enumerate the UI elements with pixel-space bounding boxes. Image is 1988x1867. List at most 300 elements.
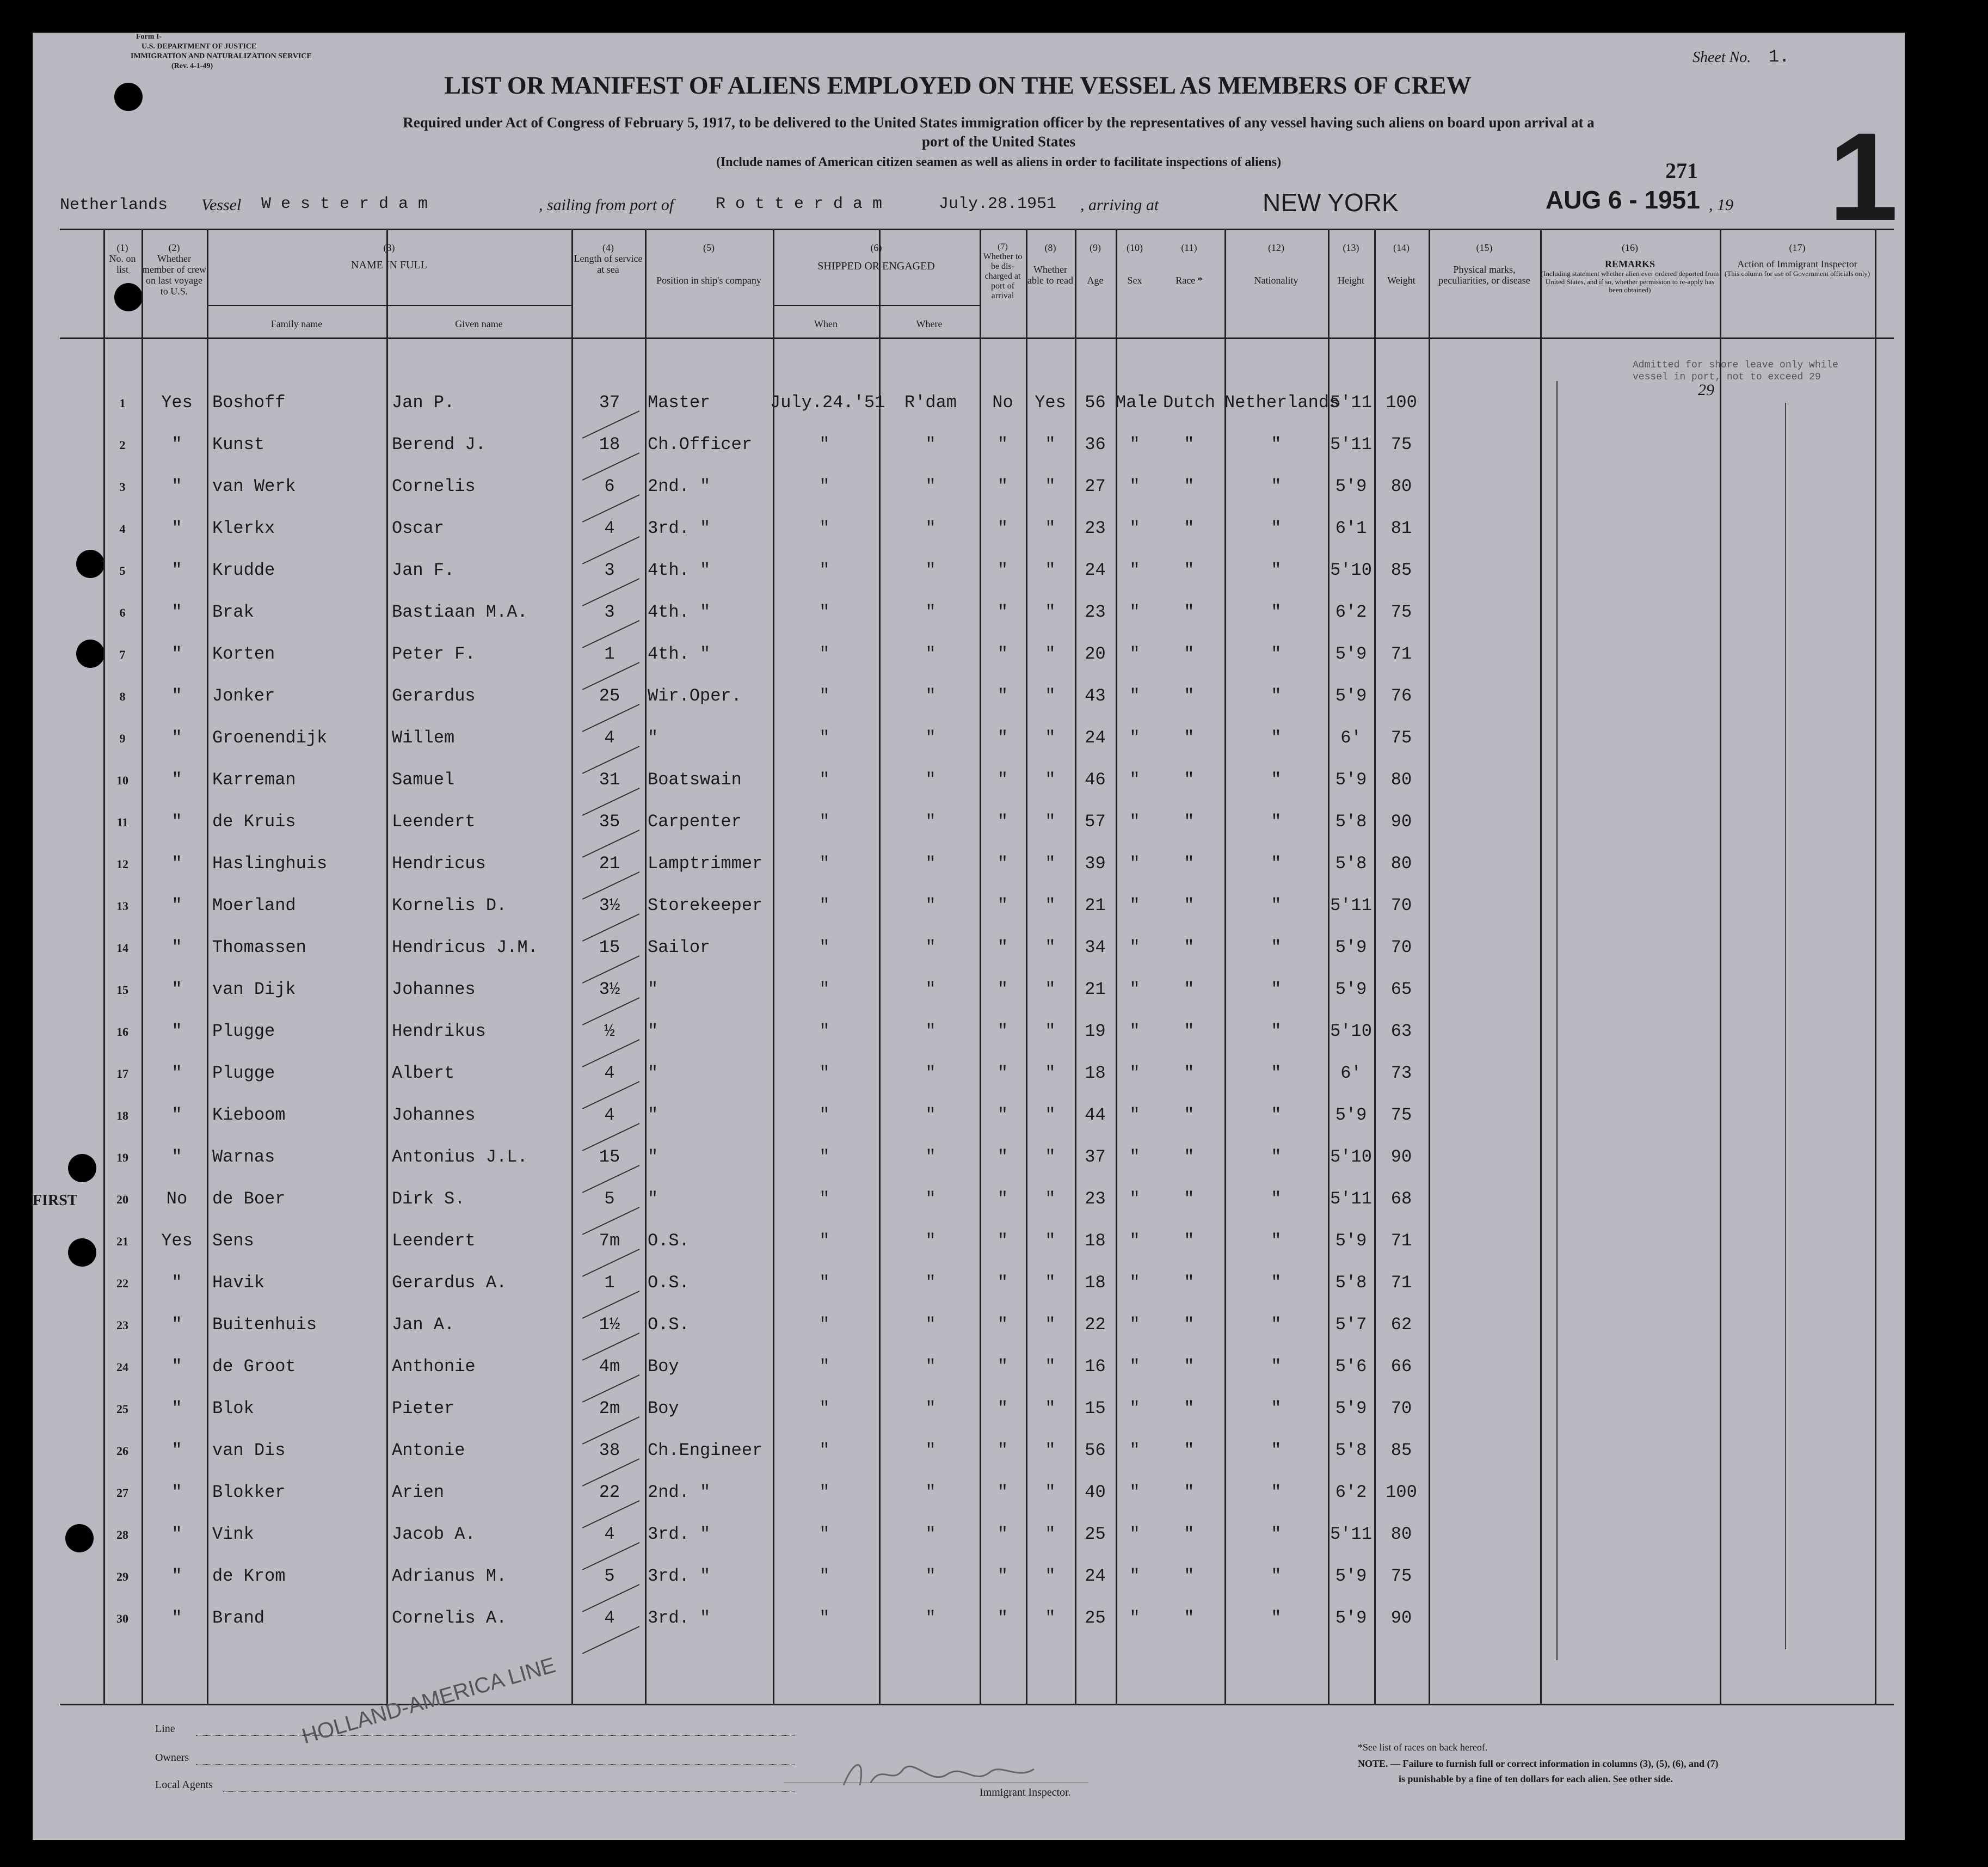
cell-family: Boshoff bbox=[212, 392, 286, 413]
cell-prev: " bbox=[171, 1063, 182, 1083]
service-tick bbox=[582, 1543, 639, 1570]
cell-weight: 80 bbox=[1390, 853, 1412, 874]
cell-prev: " bbox=[171, 476, 182, 496]
cell-service: 37 bbox=[599, 392, 620, 413]
service-tick bbox=[582, 956, 639, 983]
cell-when: " bbox=[819, 686, 830, 706]
cell-position: " bbox=[648, 1063, 658, 1083]
cell-nat: " bbox=[1271, 476, 1282, 496]
cell-given: Berend J. bbox=[392, 434, 486, 455]
punch-hole bbox=[76, 550, 104, 578]
cell-weight: 100 bbox=[1386, 392, 1417, 413]
row-number: 17 bbox=[116, 1067, 128, 1080]
cell-service: 4 bbox=[604, 518, 615, 538]
cell-prev: " bbox=[171, 937, 182, 957]
cell-given: Bastiaan M.A. bbox=[392, 602, 528, 622]
service-tick bbox=[582, 1040, 639, 1067]
cell-family: Jonker bbox=[212, 686, 275, 706]
row-number: 20 bbox=[116, 1193, 128, 1206]
cell-when: " bbox=[819, 560, 830, 580]
cell-position: " bbox=[648, 1189, 658, 1209]
cell-when: " bbox=[819, 1105, 830, 1125]
cell-race: " bbox=[1184, 1105, 1195, 1125]
cell-family: Thomassen bbox=[212, 937, 306, 957]
cell-read: " bbox=[1045, 644, 1056, 664]
cell-age: 44 bbox=[1085, 1105, 1106, 1125]
cell-weight: 100 bbox=[1386, 1482, 1417, 1502]
cell-height: 5'9 bbox=[1335, 937, 1367, 957]
cell-race: " bbox=[1184, 644, 1195, 664]
cell-given: Hendricus bbox=[392, 853, 486, 874]
cell-prev: " bbox=[171, 560, 182, 580]
cell-disch: " bbox=[997, 728, 1008, 748]
cell-service: 4 bbox=[604, 1608, 615, 1628]
stamp-number: 271 bbox=[1665, 158, 1698, 183]
punch-hole bbox=[68, 1238, 96, 1267]
remarks-number: 29 bbox=[1698, 381, 1714, 399]
cell-family: Krudde bbox=[212, 560, 275, 580]
cell-height: 5'11 bbox=[1330, 392, 1372, 413]
cell-race: " bbox=[1184, 1608, 1195, 1628]
row-number: 22 bbox=[116, 1276, 128, 1290]
flag-country: Netherlands bbox=[60, 196, 168, 214]
col-16-header: (16) REMARKS (Including statement whether alien ever ordered deported from United States, and if so, whether permission to re-apply has been obtained) bbox=[1541, 242, 1719, 294]
cell-where: " bbox=[925, 1063, 936, 1083]
cell-prev: " bbox=[171, 895, 182, 916]
cell-race: " bbox=[1184, 476, 1195, 496]
cell-weight: 80 bbox=[1390, 770, 1412, 790]
cell-age: 43 bbox=[1085, 686, 1106, 706]
cell-sex: " bbox=[1129, 1398, 1140, 1418]
service-tick bbox=[582, 453, 639, 480]
cell-family: Korten bbox=[212, 644, 275, 664]
cell-when: " bbox=[819, 476, 830, 496]
cell-nat: " bbox=[1271, 1063, 1282, 1083]
cell-nat: " bbox=[1271, 1231, 1282, 1251]
arrival-date: AUG 6 - 1951 bbox=[1546, 186, 1700, 214]
cell-weight: 75 bbox=[1390, 602, 1412, 622]
cell-position: " bbox=[648, 728, 658, 748]
cell-when: July.24.'51 bbox=[770, 392, 885, 413]
cell-family: van Dis bbox=[212, 1440, 286, 1460]
cell-service: 4 bbox=[604, 1063, 615, 1083]
cell-nat: " bbox=[1271, 518, 1282, 538]
owners-label: Owners bbox=[155, 1752, 189, 1764]
cell-family: Vink bbox=[212, 1524, 254, 1544]
cell-race: Dutch bbox=[1162, 392, 1215, 413]
department-name: U.S. DEPARTMENT OF JUSTICE bbox=[141, 42, 257, 51]
cell-prev: " bbox=[171, 644, 182, 664]
cell-position: Ch.Officer bbox=[648, 434, 753, 455]
cell-service: 6 bbox=[604, 476, 615, 496]
cell-service: 4m bbox=[599, 1356, 620, 1377]
cell-when: " bbox=[819, 895, 830, 916]
cell-sex: " bbox=[1129, 1021, 1140, 1041]
cell-given: Hendricus J.M. bbox=[392, 937, 538, 957]
cell-read: " bbox=[1045, 1021, 1056, 1041]
cell-position: Wir.Oper. bbox=[648, 686, 742, 706]
cell-age: 24 bbox=[1085, 728, 1106, 748]
cell-prev: " bbox=[171, 728, 182, 748]
cell-where: " bbox=[925, 979, 936, 999]
cell-height: 5'8 bbox=[1335, 1273, 1367, 1293]
cell-prev: " bbox=[171, 1482, 182, 1502]
cell-nat: " bbox=[1271, 1189, 1282, 1209]
table-top-border bbox=[60, 229, 1894, 230]
cell-sex: " bbox=[1129, 602, 1140, 622]
service-tick bbox=[582, 1291, 639, 1318]
cell-family: Sens bbox=[212, 1231, 254, 1251]
cell-where: " bbox=[925, 937, 936, 957]
cell-disch: " bbox=[997, 1021, 1008, 1041]
row-number: 12 bbox=[116, 857, 128, 871]
service-tick bbox=[582, 1207, 639, 1235]
cell-weight: 81 bbox=[1390, 518, 1412, 538]
cell-height: 6'1 bbox=[1335, 518, 1367, 538]
cell-family: Blok bbox=[212, 1398, 254, 1418]
cell-nat: " bbox=[1271, 853, 1282, 874]
cell-sex: " bbox=[1129, 895, 1140, 916]
cell-age: 37 bbox=[1085, 1147, 1106, 1167]
cell-read: " bbox=[1045, 1063, 1056, 1083]
cell-race: " bbox=[1184, 1273, 1195, 1293]
cell-family: de Krom bbox=[212, 1566, 286, 1586]
row-number: 9 bbox=[119, 732, 126, 745]
cell-read: Yes bbox=[1035, 392, 1066, 413]
sheet-label: Sheet No. bbox=[1692, 49, 1751, 66]
cell-where: " bbox=[925, 1440, 936, 1460]
cell-race: " bbox=[1184, 560, 1195, 580]
cell-disch: " bbox=[997, 812, 1008, 832]
cell-prev: " bbox=[171, 1398, 182, 1418]
cell-prev: " bbox=[171, 1524, 182, 1544]
cell-service: 22 bbox=[599, 1482, 620, 1502]
cell-read: " bbox=[1045, 1105, 1056, 1125]
cell-given: Johannes bbox=[392, 979, 476, 999]
cell-given: Jan A. bbox=[392, 1315, 455, 1335]
service-tick bbox=[582, 662, 639, 690]
cell-race: " bbox=[1184, 979, 1195, 999]
cell-race: " bbox=[1184, 1231, 1195, 1251]
cell-read: " bbox=[1045, 895, 1056, 916]
row-number: 19 bbox=[116, 1151, 128, 1164]
col-10-header: (10) Sex bbox=[1127, 242, 1143, 286]
cell-position: " bbox=[648, 1105, 658, 1125]
cell-when: " bbox=[819, 1566, 830, 1586]
cell-given: Gerardus bbox=[392, 686, 476, 706]
cell-age: 18 bbox=[1085, 1273, 1106, 1293]
cell-sex: " bbox=[1129, 1273, 1140, 1293]
remarks-bracket-line bbox=[1556, 381, 1558, 1660]
cell-disch: " bbox=[997, 434, 1008, 455]
cell-where: " bbox=[925, 1566, 936, 1586]
cell-age: 15 bbox=[1085, 1398, 1106, 1418]
row-number: 23 bbox=[116, 1318, 128, 1332]
cell-nat: " bbox=[1271, 812, 1282, 832]
cell-age: 21 bbox=[1085, 979, 1106, 999]
cell-read: " bbox=[1045, 434, 1056, 455]
cell-when: " bbox=[819, 1356, 830, 1377]
cell-sex: " bbox=[1129, 1608, 1140, 1628]
cell-nat: " bbox=[1271, 1566, 1282, 1586]
cell-prev: " bbox=[171, 518, 182, 538]
cell-service: 1 bbox=[604, 644, 615, 664]
service-tick bbox=[582, 788, 639, 815]
form-instruction: (Include names of American citizen seamen as well as aliens in order to facilitate inspections of aliens) bbox=[716, 155, 1282, 169]
cell-read: " bbox=[1045, 1147, 1056, 1167]
cell-disch: " bbox=[997, 770, 1008, 790]
cell-height: 6' bbox=[1340, 1063, 1362, 1083]
cell-when: " bbox=[819, 770, 830, 790]
cell-height: 5'8 bbox=[1335, 812, 1367, 832]
cell-given: Hendrikus bbox=[392, 1021, 486, 1041]
cell-read: " bbox=[1045, 476, 1056, 496]
cell-family: Warnas bbox=[212, 1147, 275, 1167]
cell-nat: " bbox=[1271, 686, 1282, 706]
cell-family: Havik bbox=[212, 1273, 265, 1293]
cell-race: " bbox=[1184, 1440, 1195, 1460]
row-number: 8 bbox=[119, 690, 126, 703]
cell-read: " bbox=[1045, 1315, 1056, 1335]
cell-weight: 75 bbox=[1390, 1566, 1412, 1586]
cell-nat: " bbox=[1271, 1147, 1282, 1167]
cell-given: Antonie bbox=[392, 1440, 465, 1460]
cell-service: 3½ bbox=[599, 979, 620, 999]
vessel-name: W e s t e r d a m bbox=[261, 195, 428, 213]
row-number: 21 bbox=[116, 1235, 128, 1248]
when-header: When bbox=[814, 318, 838, 329]
cell-read: " bbox=[1045, 560, 1056, 580]
cell-where: " bbox=[925, 1524, 936, 1544]
manifest-page bbox=[33, 33, 1905, 1840]
row-number: 1 bbox=[119, 396, 126, 410]
cell-when: " bbox=[819, 1608, 830, 1628]
cell-age: 18 bbox=[1085, 1231, 1106, 1251]
cell-service: 3 bbox=[604, 602, 615, 622]
departure-date: July.28.1951 bbox=[939, 195, 1057, 213]
cell-family: Brak bbox=[212, 602, 254, 622]
cell-weight: 70 bbox=[1390, 1398, 1412, 1418]
cell-position: Storekeeper bbox=[648, 895, 763, 916]
cell-sex: " bbox=[1129, 476, 1140, 496]
cell-weight: 90 bbox=[1390, 1608, 1412, 1628]
cell-when: " bbox=[819, 434, 830, 455]
cell-age: 21 bbox=[1085, 895, 1106, 916]
cell-where: " bbox=[925, 1105, 936, 1125]
cell-nat: " bbox=[1271, 770, 1282, 790]
col-12-header: (12) Nationality bbox=[1254, 242, 1298, 286]
cell-weight: 70 bbox=[1390, 937, 1412, 957]
cell-where: " bbox=[925, 895, 936, 916]
remarks-row-1: Admitted for shore leave only while vessel in port, not to exceed 29 bbox=[1633, 360, 1839, 383]
cell-given: Arien bbox=[392, 1482, 445, 1502]
cell-race: " bbox=[1184, 434, 1195, 455]
service-tick bbox=[582, 1333, 639, 1360]
races-note: *See list of races on back hereof. bbox=[1358, 1742, 1488, 1753]
cell-position: 3rd. " bbox=[648, 1566, 711, 1586]
cell-service: 1 bbox=[604, 1273, 615, 1293]
cell-nat: " bbox=[1271, 560, 1282, 580]
cell-race: " bbox=[1184, 686, 1195, 706]
cell-race: " bbox=[1184, 518, 1195, 538]
row-number: 6 bbox=[119, 606, 126, 619]
cell-read: " bbox=[1045, 728, 1056, 748]
service-tick-marks bbox=[571, 337, 648, 1704]
cell-prev: " bbox=[171, 812, 182, 832]
cell-age: 56 bbox=[1085, 1440, 1106, 1460]
cell-height: 5'11 bbox=[1330, 1524, 1372, 1544]
cell-sex: " bbox=[1129, 1147, 1140, 1167]
cell-prev: " bbox=[171, 686, 182, 706]
cell-weight: 73 bbox=[1390, 1063, 1412, 1083]
cell-sex: " bbox=[1129, 1315, 1140, 1335]
cell-where: " bbox=[925, 1482, 936, 1502]
cell-position: 2nd. " bbox=[648, 1482, 711, 1502]
cell-position: 3rd. " bbox=[648, 1524, 711, 1544]
row-number: 26 bbox=[116, 1444, 128, 1458]
cell-given: Anthonie bbox=[392, 1356, 476, 1377]
cell-height: 5'10 bbox=[1330, 560, 1372, 580]
cell-weight: 90 bbox=[1390, 1147, 1412, 1167]
cell-when: " bbox=[819, 602, 830, 622]
agents-field bbox=[223, 1791, 795, 1792]
cell-family: Blokker bbox=[212, 1482, 286, 1502]
row-number: 11 bbox=[116, 815, 128, 829]
cell-family: Plugge bbox=[212, 1021, 275, 1041]
cell-age: 57 bbox=[1085, 812, 1106, 832]
cell-sex: " bbox=[1129, 770, 1140, 790]
cell-when: " bbox=[819, 1482, 830, 1502]
cell-disch: " bbox=[997, 1398, 1008, 1418]
cell-family: Haslinghuis bbox=[212, 853, 328, 874]
cell-sex: " bbox=[1129, 1482, 1140, 1502]
cell-race: " bbox=[1184, 1482, 1195, 1502]
cell-given: Samuel bbox=[392, 770, 455, 790]
service-tick bbox=[582, 1123, 639, 1151]
cell-family: Plugge bbox=[212, 1063, 275, 1083]
line-field bbox=[196, 1735, 795, 1736]
cell-race: " bbox=[1184, 1315, 1195, 1335]
cell-family: Groenendijk bbox=[212, 728, 328, 748]
cell-family: de Groot bbox=[212, 1356, 296, 1377]
cell-service: 21 bbox=[599, 853, 620, 874]
owners-field bbox=[196, 1764, 795, 1765]
cell-when: " bbox=[819, 1398, 830, 1418]
row-number: 10 bbox=[116, 773, 128, 787]
cell-sex: " bbox=[1129, 1566, 1140, 1586]
cell-service: 7m bbox=[599, 1231, 620, 1251]
service-tick bbox=[582, 830, 639, 857]
cell-disch: " bbox=[997, 1524, 1008, 1544]
cell-family: Kieboom bbox=[212, 1105, 286, 1125]
first-marker: FIRST bbox=[33, 1192, 78, 1209]
cell-given: Leendert bbox=[392, 1231, 476, 1251]
cell-prev: " bbox=[171, 1356, 182, 1377]
cell-sex: " bbox=[1129, 518, 1140, 538]
cell-prev: " bbox=[171, 1273, 182, 1293]
cell-read: " bbox=[1045, 1566, 1056, 1586]
cell-where: " bbox=[925, 686, 936, 706]
service-tick bbox=[582, 621, 639, 648]
cell-position: Master bbox=[648, 392, 711, 413]
cell-service: 2m bbox=[599, 1398, 620, 1418]
cell-age: 34 bbox=[1085, 937, 1106, 957]
cell-age: 25 bbox=[1085, 1608, 1106, 1628]
vessel-label: Vessel bbox=[201, 196, 242, 214]
cell-service: 4 bbox=[604, 1524, 615, 1544]
cell-read: " bbox=[1045, 518, 1056, 538]
cell-read: " bbox=[1045, 770, 1056, 790]
cell-height: 5'11 bbox=[1330, 1189, 1372, 1209]
row-number: 2 bbox=[119, 438, 126, 452]
cell-where: " bbox=[925, 1021, 936, 1041]
inspector-label: Immigrant Inspector. bbox=[980, 1786, 1071, 1798]
form-title: LIST OR MANIFEST OF ALIENS EMPLOYED ON THE VESSEL AS MEMBERS OF CREW bbox=[444, 71, 1472, 99]
cell-given: Jacob A. bbox=[392, 1524, 476, 1544]
cell-height: 6'2 bbox=[1335, 1482, 1367, 1502]
cell-disch: " bbox=[997, 979, 1008, 999]
cell-position: Sailor bbox=[648, 937, 711, 957]
cell-when: " bbox=[819, 1063, 830, 1083]
cell-given: Kornelis D. bbox=[392, 895, 507, 916]
cell-prev: Yes bbox=[161, 392, 193, 413]
cell-prev: " bbox=[171, 1315, 182, 1335]
family-name-header: Family name bbox=[270, 318, 323, 329]
cell-family: Karreman bbox=[212, 770, 296, 790]
row-number: 18 bbox=[116, 1109, 128, 1122]
cell-service: 31 bbox=[599, 770, 620, 790]
cell-read: " bbox=[1045, 1524, 1056, 1544]
service-tick bbox=[582, 998, 639, 1025]
row-number: 5 bbox=[119, 564, 126, 578]
cell-where: " bbox=[925, 1398, 936, 1418]
cell-weight: 66 bbox=[1390, 1356, 1412, 1377]
form-subtitle-2: port of the United States bbox=[922, 133, 1075, 150]
cell-age: 36 bbox=[1085, 434, 1106, 455]
cell-height: 5'9 bbox=[1335, 1105, 1367, 1125]
cell-position: Carpenter bbox=[648, 812, 742, 832]
col-8-header: (8) Whether able to read bbox=[1027, 242, 1073, 286]
row-number: 4 bbox=[119, 522, 126, 536]
cell-where: " bbox=[925, 476, 936, 496]
row-number: 27 bbox=[116, 1486, 128, 1500]
cell-given: Jan F. bbox=[392, 560, 455, 580]
cell-age: 22 bbox=[1085, 1315, 1106, 1335]
cell-when: " bbox=[819, 937, 830, 957]
cell-weight: 75 bbox=[1390, 1105, 1412, 1125]
cell-nat: " bbox=[1271, 1273, 1282, 1293]
cell-height: 5'9 bbox=[1335, 1398, 1367, 1418]
cell-nat: " bbox=[1271, 1482, 1282, 1502]
row-number: 13 bbox=[116, 899, 128, 913]
cell-disch: " bbox=[997, 560, 1008, 580]
arriving-label: , arriving at bbox=[1080, 196, 1159, 214]
service-tick bbox=[582, 537, 639, 564]
where-header: Where bbox=[916, 318, 943, 329]
punch-hole bbox=[114, 283, 143, 311]
cell-prev: " bbox=[171, 770, 182, 790]
cell-nat: " bbox=[1271, 1315, 1282, 1335]
punch-hole bbox=[65, 1524, 94, 1552]
cell-when: " bbox=[819, 812, 830, 832]
cell-when: " bbox=[819, 1524, 830, 1544]
col-11-header: (11) Race * bbox=[1175, 242, 1203, 286]
service-tick bbox=[582, 1585, 639, 1612]
cell-sex: " bbox=[1129, 1231, 1140, 1251]
cell-read: " bbox=[1045, 812, 1056, 832]
cell-when: " bbox=[819, 1189, 830, 1209]
cell-where: " bbox=[925, 853, 936, 874]
